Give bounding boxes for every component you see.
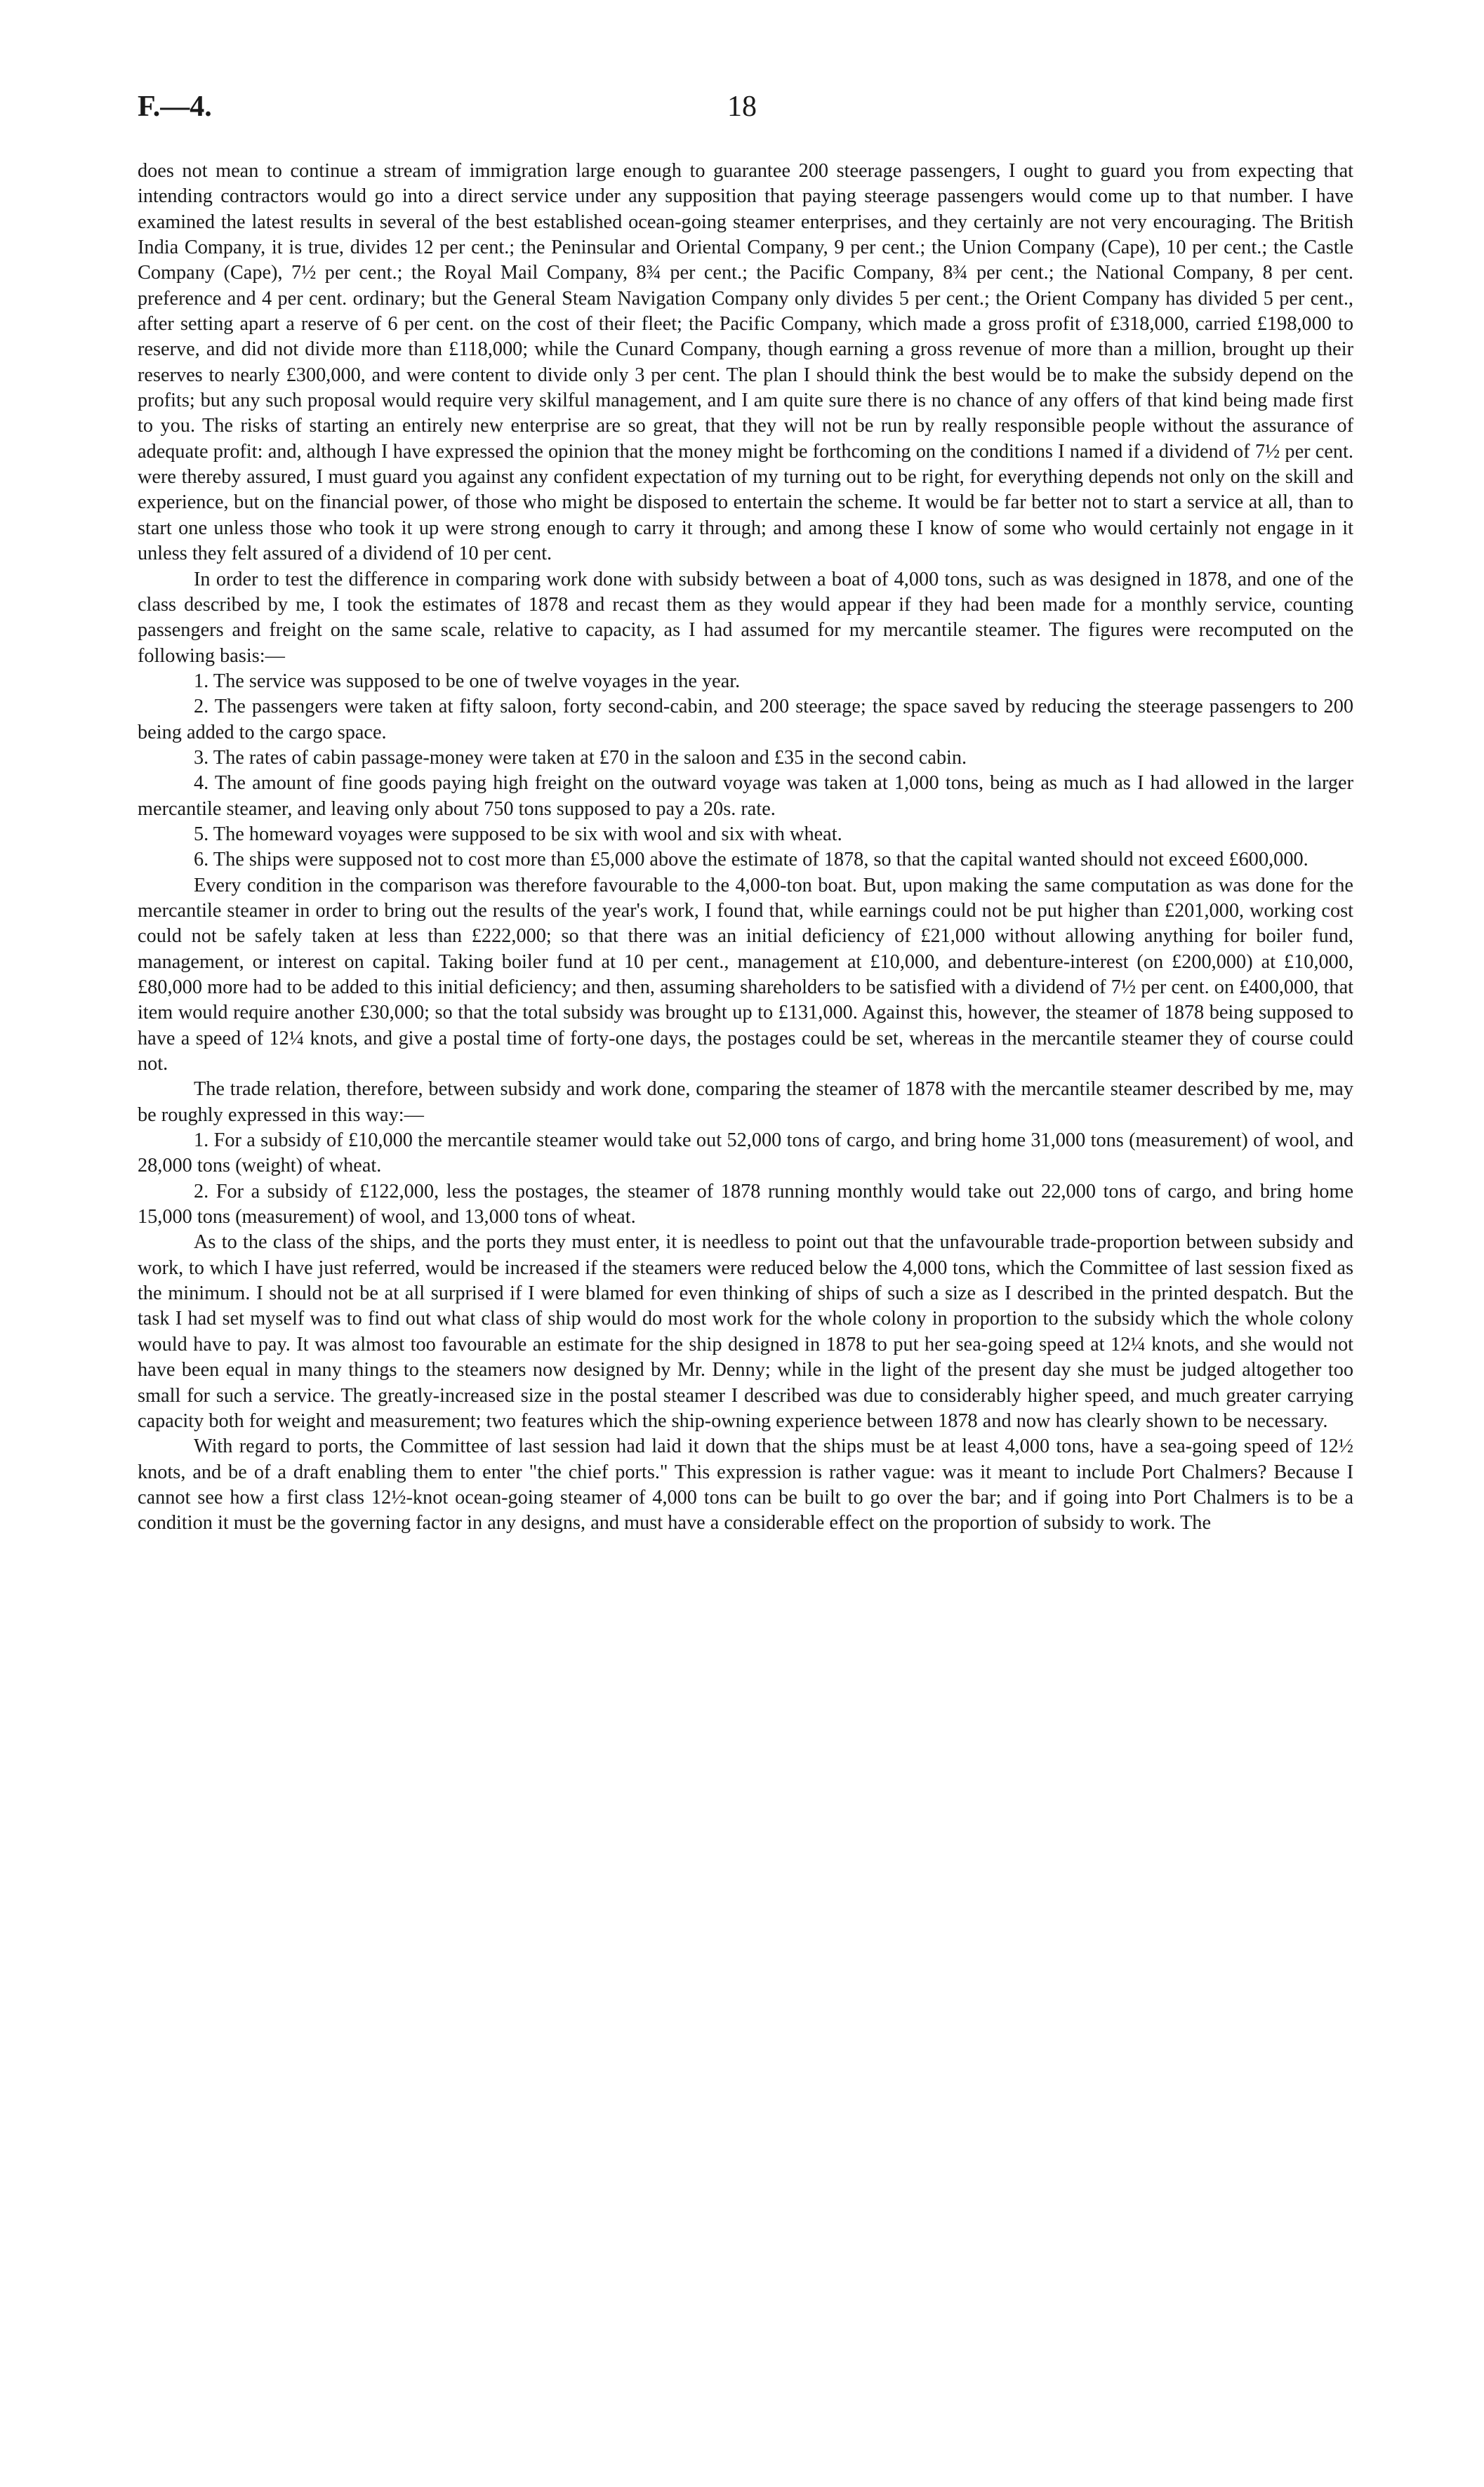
basis-item-3: 3. The rates of cabin passage-money were taken at £70 in the saloon and £35 in the second cabin. <box>194 746 967 769</box>
document-reference: F.—4. <box>138 91 212 123</box>
relation-item-2: 2. For a subsidy of £122,000, less the postages, the steamer of 1878 running monthly would take out 22,000 tons of cargo, and bring home 15,000 tons (measurement) of wool, and 13,000 tons of wheat. <box>138 1180 1353 1228</box>
basis-item-1: 1. The service was supposed to be one of twelve voyages in the year. <box>194 670 741 692</box>
paragraph-trade-relation: The trade relation, therefore, between subsidy and work done, comparing the steamer of 1878 with the mercantile steamer described by me, may be roughly expressed in this way:— <box>138 1078 1353 1126</box>
basis-item-2: 2. The passengers were taken at fifty saloon, forty second-cabin, and 200 steerage; the space saved by reducing the steerage passengers to 200 being added to the cargo space. <box>138 696 1353 743</box>
basis-item-6: 6. The ships were supposed not to cost more than £5,000 above the estimate of 1878, so that the capital wanted should not exceed £600,000. <box>194 849 1309 871</box>
paragraph-test-comparison: In order to test the difference in comparing work done with subsidy between a boat of 4,000 tons, such as was designed in 1878, and one of the class described by me, I took the estimates of 1878 and recast them as they would appear if they had been made for a monthly service, counting passengers and freight on the same scale, relative to capacity, as I had assumed for my mercantile steamer. The figures were recomputed on the following basis:— <box>138 568 1353 667</box>
page-header <box>138 90 1346 132</box>
basis-item-5: 5. The homeward voyages were supposed to be six with wool and six with wheat. <box>194 823 842 845</box>
page-number: 18 <box>727 91 757 123</box>
paragraph-class-of-ships: As to the class of the ships, and the ports they must enter, it is needless to point out that the unfavourable trade-proportion between subsidy and work, to which I have just referred, would be increased if the steamers were reduced below the 4,000 tons, which the Committee of last session fixed as the minimum. I should not be at all surprised if I were blamed for even thinking of ships of such a size as I described in the printed despatch. But the task I had set myself was to find out what class of ship would do most work for the whole colony in proportion to the subsidy which the whole colony would have to pay. It was almost too favourable an estimate for the ship designed in 1878 to put her sea-going speed at 12¼ knots, and she would not have been equal in many things to the steamers now designed by Mr. Denny; while in the light of the present day she must be judged altogether too small for such a service. The greatly-increased size in the postal steamer I described was due to considerably higher speed, and much greater carrying capacity both for weight and measurement; two features which the ship-owning experience between 1878 and now has clearly shown to be necessary. <box>138 1231 1353 1432</box>
paragraph-every-condition: Every condition in the comparison was therefore favourable to the 4,000-ton boat. But, upon making the same computation as was done for the mercantile steamer in order to bring out the results of the year's work, I found that, while earnings could not be put higher than £201,000, working cost could not be safely taken at less than £222,000; so that there was an initial deficiency of £21,000 without allowing anything for boiler fund, management, or interest on capital. Taking boiler fund at 10 per cent., management at £10,000, and debenture-interest (on £200,000) at £10,000, £80,000 more had to be added to this initial deficiency; and then, assuming shareholders to be satisfied with a dividend of 7½ per cent. on £400,000, that item would require another £30,000; so that the total subsidy was brought up to £131,000. Against this, however, the steamer of 1878 being supposed to have a speed of 12¼ knots, and give a postal time of forty-one days, the postages could be set, whereas in the mercantile steamer they of course could not. <box>138 874 1353 1075</box>
body-text <box>138 159 1353 1537</box>
paragraph-continuation: does not mean to continue a stream of immigration large enough to guarantee 200 steerage passengers, I ought to guard you from expecting that intending contractors would go into a direct service under any supposition that paying steerage passengers would come up to that number. I have examined the latest results in several of the best established ocean-going steamer enterprises, and they certainly are not very encouraging. The British India Company, it is true, divides 12 per cent.; the Peninsular and Oriental Company, 9 per cent.; the Union Company (Cape), 10 per cent.; the Castle Company (Cape), 7½ per cent.; the Royal Mail Company, 8¾ per cent.; the Pacific Company, 8¾ per cent.; the National Company, 8 per cent. preference and 4 per cent. ordinary; but the General Steam Navigation Company only divides 5 per cent.; the Orient Company has divided 5 per cent., after setting apart a reserve of 6 per cent. on the cost of their fleet; the Pacific Company, which made a gross profit of £318,000, carried £198,000 to reserve, and did not divide more than £118,000; while the Cunard Company, though earning a gross revenue of more than a million, brought up their reserves to nearly £300,000, and were content to divide only 3 per cent. The plan I should think the best would be to make the subsidy depend on the profits; but any such proposal would require very skilful management, and I am quite sure there is no chance of any offers of that kind being made first to you. The risks of starting an entirely new enterprise are so great, that they will not be run by really responsible people without the assurance of adequate profit: and, although I have expressed the opinion that the money might be forthcoming on the conditions I named if a dividend of 7½ per cent. were thereby assured, I must guard you against any confident expectation of my turning out to be right, for everything depends not only on the skill and experience, but on the financial power, of those who might be disposed to entertain the scheme. It would be far better not to start a service at all, than to start one unless those who took it up were strong enough to carry it through; and among these I know of some who would certainly not engage in it unless they felt assured of a dividend of 10 per cent. <box>138 160 1353 565</box>
basis-item-4: 4. The amount of fine goods paying high freight on the outward voyage was taken at 1,000 tons, being as much as I had allowed in the larger mercantile steamer, and leaving only about 750 tons supposed to pay a 20s. rate. <box>138 772 1353 820</box>
relation-item-1: 1. For a subsidy of £10,000 the mercantile steamer would take out 52,000 tons of cargo, and bring home 31,000 tons (measurement) of wool, and 28,000 tons (weight) of wheat. <box>138 1129 1353 1177</box>
paragraph-ports: With regard to ports, the Committee of last session had laid it down that the ships must be at least 4,000 tons, have a sea-going speed of 12½ knots, and be of a draft enabling them to enter "the chief ports." This expression is rather vague: was it meant to include Port Chalmers? Because I cannot see how a first class 12½-knot ocean-going steamer of 4,000 tons can be built to go over the bar; and if going into Port Chalmers is to be a condition it must be the governing factor in any designs, and must have a considerable effect on the proportion of subsidy to work. The <box>138 1435 1353 1534</box>
